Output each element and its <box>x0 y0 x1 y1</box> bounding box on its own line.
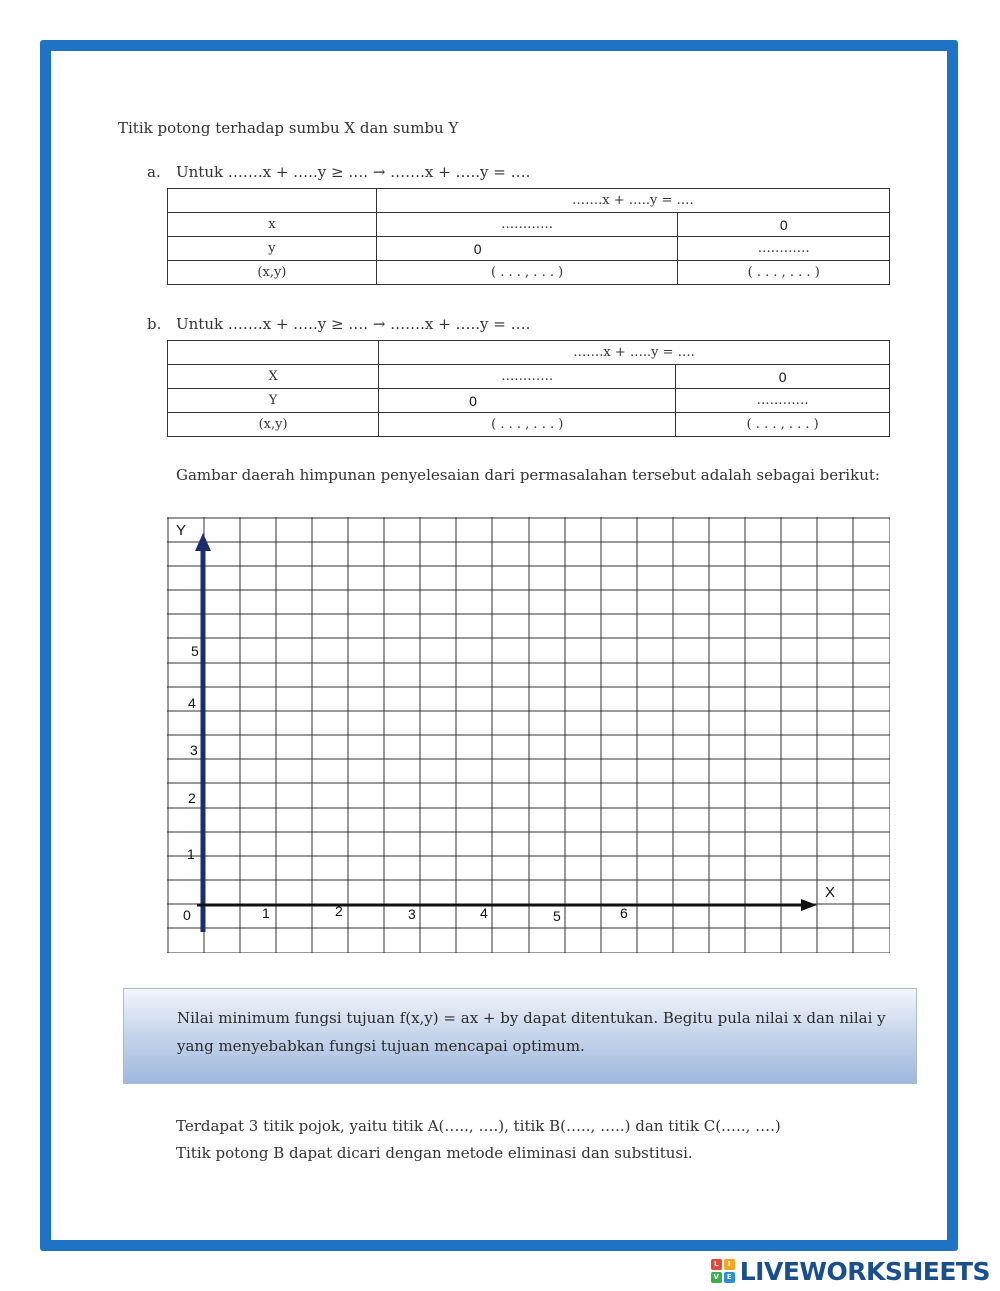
x-tick-label: 4 <box>480 905 488 921</box>
x-tick-label: 6 <box>620 905 628 921</box>
answer-cell[interactable]: 0 <box>676 365 890 389</box>
x-axis-label: X <box>825 884 836 901</box>
row-label: X <box>168 365 379 389</box>
table-row <box>168 189 890 213</box>
part-a-table <box>167 188 890 285</box>
part-b-statement: Untuk …….x + …..y ≥ …. → …….x + …..y = …. <box>176 315 531 333</box>
table-row <box>168 261 890 285</box>
x-tick-label: 2 <box>335 903 343 919</box>
part-b-marker: b. <box>147 315 162 333</box>
answer-cell[interactable]: 0 <box>376 237 678 261</box>
table-header: …….x + …..y = …. <box>379 341 890 365</box>
answer-cell[interactable]: ( . . . , . . . ) <box>376 261 678 285</box>
y-tick-label: 1 <box>187 846 195 862</box>
section-title: Titik potong terhadap sumbu X dan sumbu Y <box>118 119 459 137</box>
brand-tile: I <box>724 1259 735 1270</box>
brand-name: LIVEWORKSHEETS <box>739 1256 990 1286</box>
graph-grid[interactable] <box>167 517 890 953</box>
answer-cell[interactable]: ( . . . , . . . ) <box>379 413 676 437</box>
method-text: Titik potong B dapat dicari dengan metode eliminasi dan substitusi. <box>176 1144 693 1162</box>
part-a-marker: a. <box>147 163 161 181</box>
info-box-line: Nilai minimum fungsi tujuan f(x,y) = ax + by dapat ditentukan. Begitu pula nilai x dan nilai y <box>177 1009 886 1027</box>
brand-tile: E <box>724 1272 735 1283</box>
x-tick-label: 3 <box>408 906 416 922</box>
table-row <box>168 237 890 261</box>
x-axis-arrow-icon <box>801 899 817 911</box>
table-row <box>168 365 890 389</box>
table-row <box>168 413 890 437</box>
answer-cell[interactable]: ( . . . , . . . ) <box>678 261 890 285</box>
answer-cell[interactable]: ………… <box>379 365 676 389</box>
table-cell <box>168 341 379 365</box>
table-cell <box>168 189 377 213</box>
part-b-table <box>167 340 890 437</box>
info-box-line: yang menyebabkan fungsi tujuan mencapai optimum. <box>177 1037 585 1055</box>
y-axis-label: Y <box>176 522 187 539</box>
table-header: …….x + …..y = …. <box>376 189 889 213</box>
answer-cell[interactable]: ( . . . , . . . ) <box>676 413 890 437</box>
table-row <box>168 389 890 413</box>
answer-cell[interactable]: 0 <box>678 213 890 237</box>
corner-points-text: Terdapat 3 titik pojok, yaitu titik A(….., ….), titik B(….., …..) dan titik C(….., ….) <box>176 1117 781 1135</box>
origin-label: 0 <box>183 907 191 923</box>
answer-cell[interactable]: ………… <box>678 237 890 261</box>
y-tick-label: 3 <box>190 742 198 758</box>
row-label: x <box>168 213 377 237</box>
brand-tile: L <box>711 1259 722 1270</box>
y-tick-label: 2 <box>188 790 196 806</box>
part-a-statement: Untuk …….x + …..y ≥ …. → …….x + …..y = …. <box>176 163 531 181</box>
graph-caption: Gambar daerah himpunan penyelesaian dari permasalahan tersebut adalah sebagai berikut: <box>176 466 880 484</box>
brand-logo <box>711 1256 990 1286</box>
brand-tile: V <box>711 1272 722 1283</box>
y-tick-label: 5 <box>191 643 199 659</box>
row-label: (x,y) <box>168 261 377 285</box>
y-tick-label: 4 <box>188 695 196 711</box>
table-row <box>168 213 890 237</box>
info-box <box>123 988 917 1084</box>
x-tick-label: 1 <box>262 905 270 921</box>
brand-tiles-icon <box>711 1259 735 1283</box>
answer-cell[interactable]: 0 <box>379 389 676 413</box>
row-label: Y <box>168 389 379 413</box>
answer-cell[interactable]: ………… <box>376 213 678 237</box>
answer-cell[interactable]: ………… <box>676 389 890 413</box>
row-label: y <box>168 237 377 261</box>
row-label: (x,y) <box>168 413 379 437</box>
x-tick-label: 5 <box>553 908 561 924</box>
table-row <box>168 341 890 365</box>
